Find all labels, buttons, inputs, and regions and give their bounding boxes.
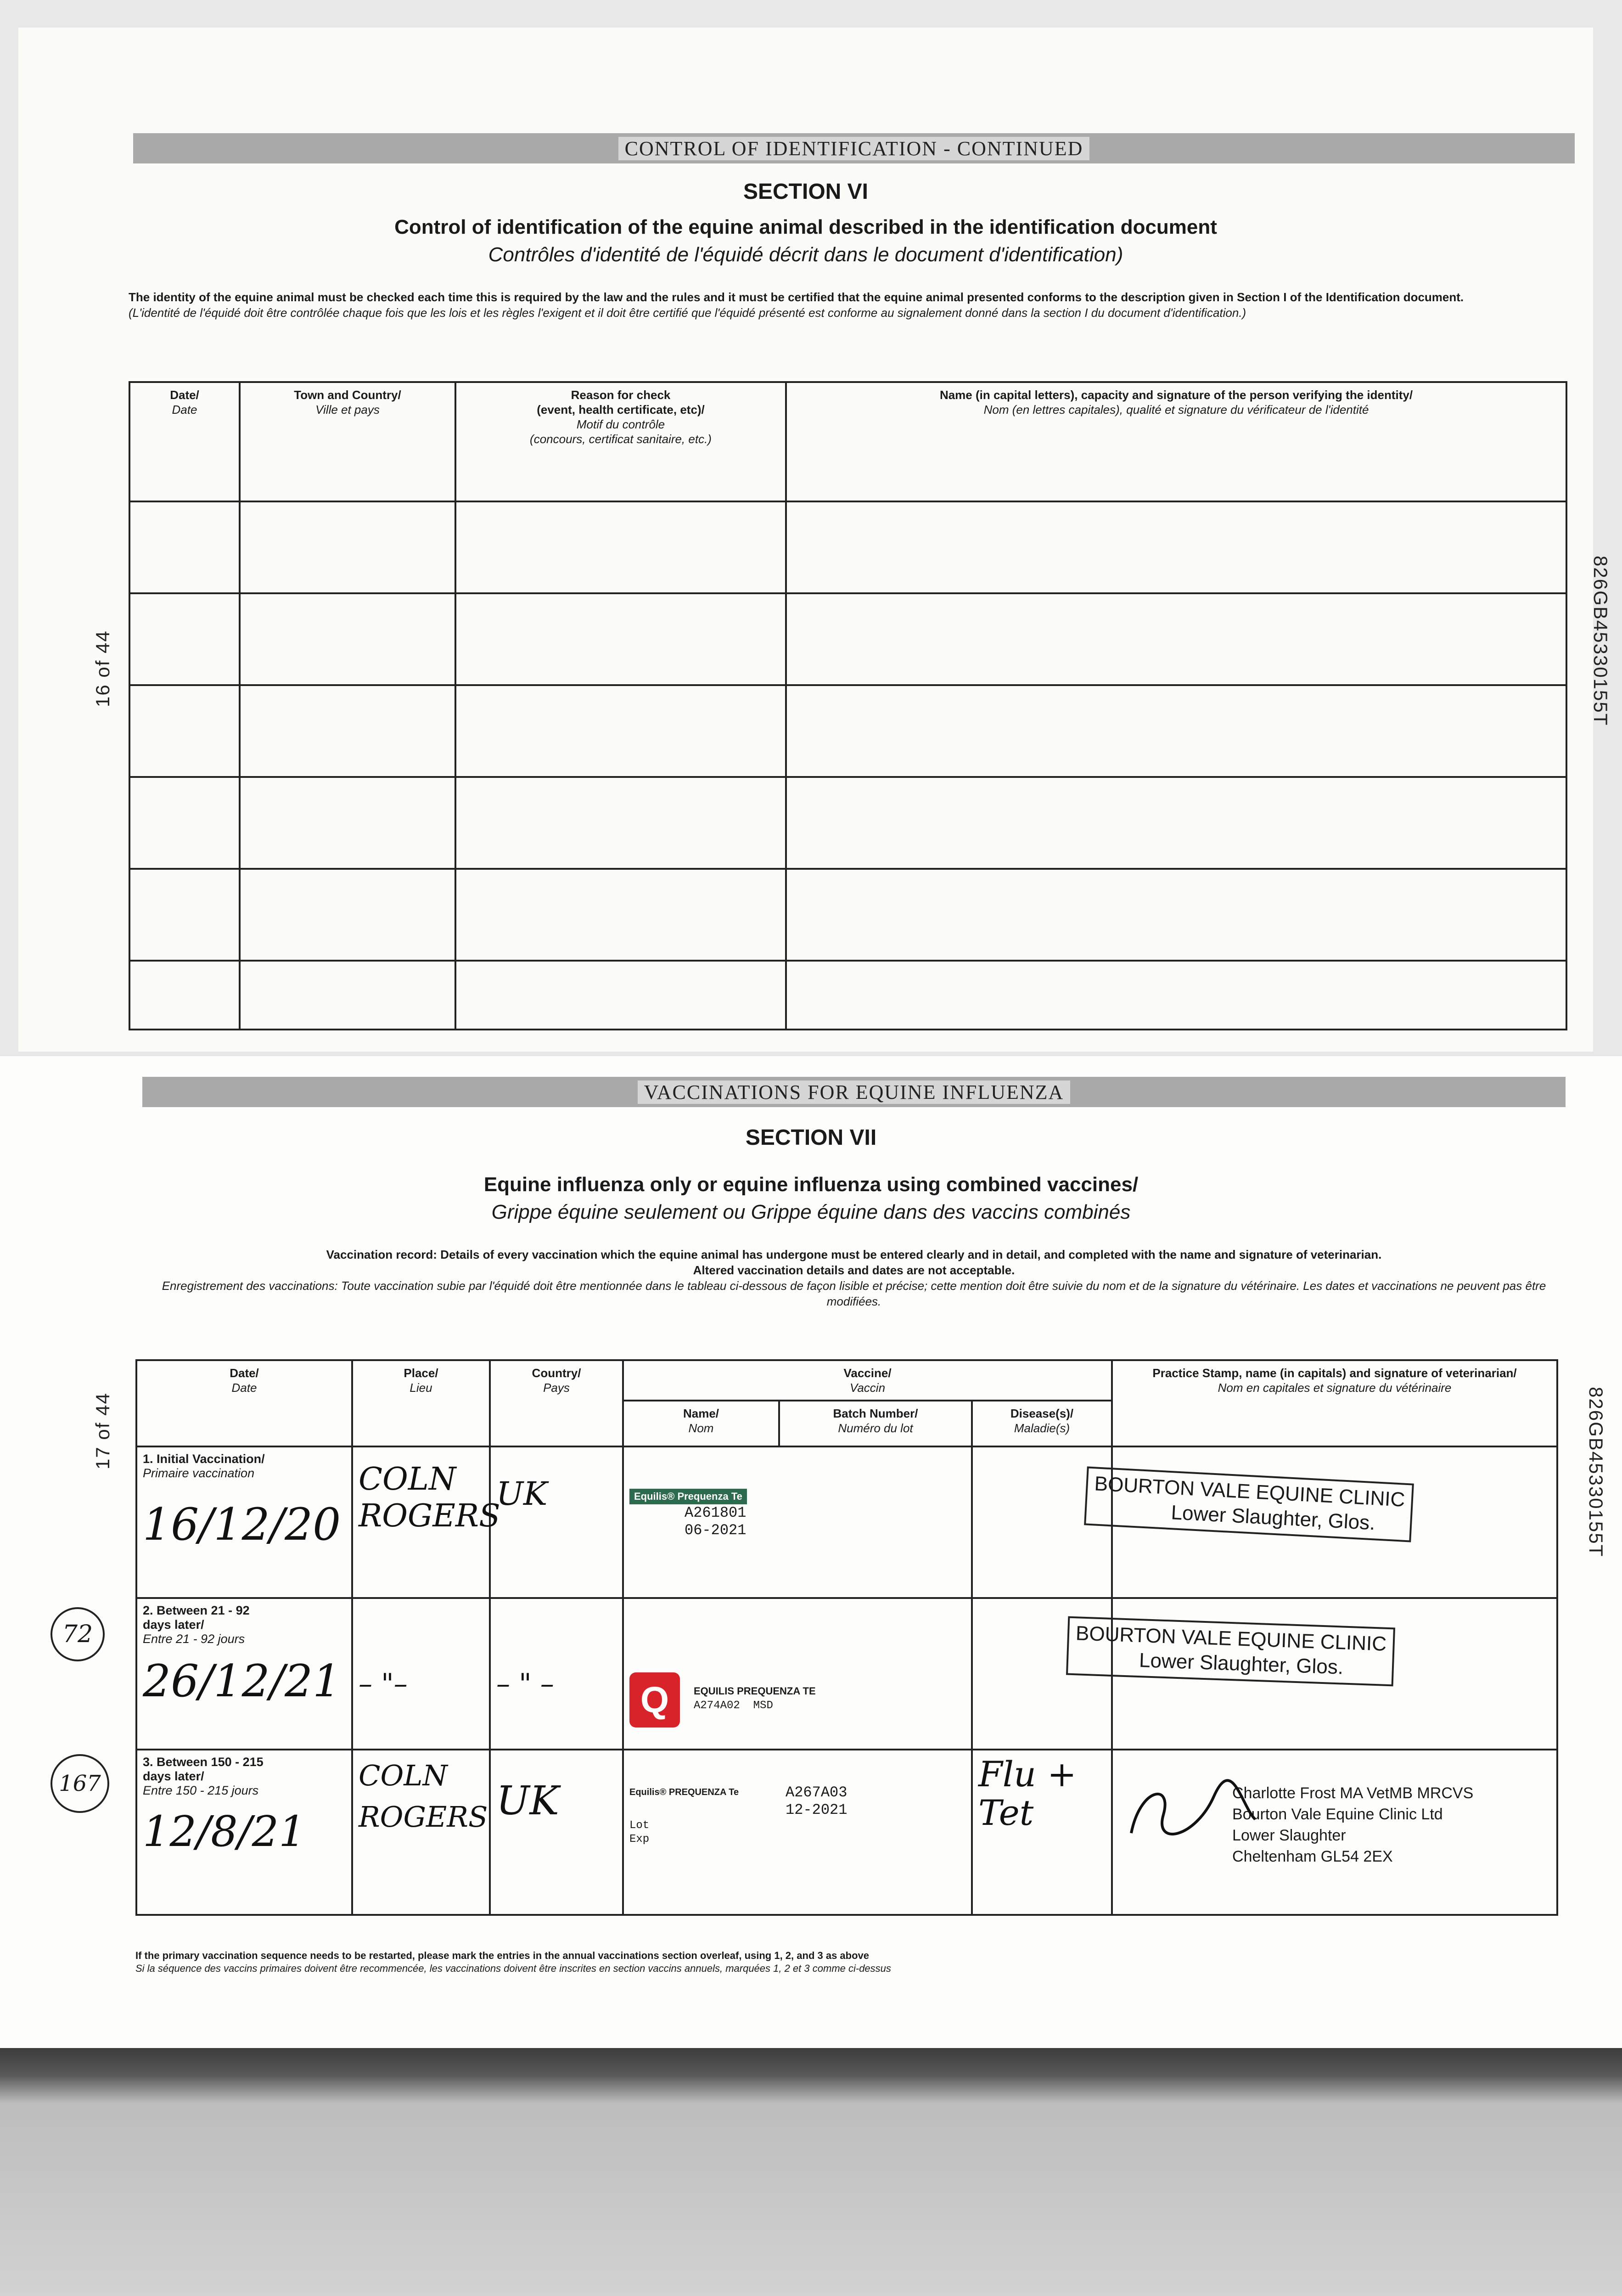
row-3-label: 3. Between 150 - 215 — [143, 1755, 264, 1769]
passport-id-bottom: 826GB45330155T — [1585, 1387, 1607, 1558]
passport-id-top: 826GB45330155T — [1590, 556, 1611, 726]
row-3-exp-label: Exp — [629, 1833, 650, 1846]
clinic-postcode: Cheltenham GL54 2EX — [1232, 1848, 1393, 1865]
instructions-fr: (L'identité de l'équidé doit être contrôlée chaque fois que les lois et les règles l'exigent et il doit être certifié que l'équidé présenté est conforme au signalement donné dans la section I du document d'identification.) — [129, 306, 1246, 320]
identity-check-table — [129, 381, 1567, 1030]
vaccination-table — [135, 1359, 1558, 1916]
circled-number-72: 72 — [51, 1607, 105, 1661]
row-2-place-1: – "– — [352, 1598, 490, 1750]
col-reason-2: (event, health certificate, etc)/ — [537, 403, 705, 416]
section-6-banner — [133, 133, 1575, 163]
col-name-fr: Nom (en lettres capitales), qualité et signature du vérificateur de l'identité — [983, 403, 1369, 416]
row-3-date: 12/8/21 — [143, 1807, 306, 1856]
row-3-batch: A267A03 — [786, 1784, 847, 1801]
col-disease-fr: Maladie(s) — [1014, 1421, 1070, 1435]
banner-text: VACCINATIONS FOR EQUINE INFLUENZA — [638, 1080, 1071, 1104]
row-2-country: – " – — [490, 1598, 623, 1750]
col-date: Date/ — [170, 388, 199, 402]
clinic-town: Lower Slaughter — [1232, 1827, 1346, 1844]
col-name: Name (in capital letters), capacity and signature of the person verifying the identity/ — [939, 388, 1413, 402]
col-country-fr: Pays — [543, 1381, 570, 1395]
col-vaccine-name: Name/ — [683, 1407, 719, 1420]
table-header-row — [129, 382, 1566, 501]
circled-number-167: 167 — [51, 1754, 109, 1813]
msd-logo-text: MSD — [753, 1699, 773, 1712]
section-7-title: Equine influenza only or equine influenza using combined vaccines/ — [483, 1173, 1139, 1196]
col-batch-fr: Numéro du lot — [838, 1421, 913, 1435]
section-6-instructions — [129, 289, 1561, 321]
row-1-expiry: 06-2021 — [685, 1522, 746, 1539]
table-row — [129, 685, 1566, 777]
stamp-line-1: BOURTON VALE EQUINE CLINIC — [1094, 1472, 1406, 1511]
row-2-practice-stamp — [1066, 1616, 1395, 1687]
col-town-fr: Ville et pays — [315, 403, 380, 416]
note-en: If the primary vaccination sequence needs to be restarted, please mark the entries in the annual vaccinations section overleaf, using 1, 2, and 3 as above — [135, 1950, 870, 1961]
row-3-disease: Flu + Tet — [972, 1750, 1112, 1915]
vet-name: Charlotte Frost MA VetMB MRCVS — [1232, 1784, 1474, 1802]
page-number-16: 16 of 44 — [92, 630, 113, 707]
col-stamp: Practice Stamp, name (in capitals) and signature of veterinarian/ — [1152, 1366, 1517, 1380]
col-vaccine-name-fr: Nom — [688, 1421, 714, 1435]
row-1-date: 16/12/20 — [143, 1499, 341, 1550]
section-6-heading: SECTION VI — [743, 180, 869, 204]
col-vaccine-fr: Vaccin — [849, 1381, 886, 1395]
col-date: Date/ — [230, 1366, 259, 1380]
row-3-vaccine-label: Equilis® PREQUENZA Te — [629, 1787, 739, 1797]
q-logo-icon: Q — [629, 1672, 680, 1728]
row-1-vaccine-label: Equilis® Prequenza Te — [629, 1489, 747, 1504]
row-2-label-fr: Entre 21 - 92 jours — [143, 1632, 245, 1646]
row-3-expiry: 12-2021 — [786, 1801, 847, 1818]
table-row — [136, 1446, 1557, 1598]
stamp-line-2: Lower Slaughter, Glos. — [1170, 1501, 1376, 1535]
vaccination-record-text — [147, 1247, 1561, 1309]
row-3-lot-label: Lot — [629, 1819, 650, 1832]
row-1-label-fr: Primaire vaccination — [143, 1466, 255, 1480]
row-2-batch: A274A02 — [694, 1699, 740, 1712]
col-reason-fr-2: (concours, certificat sanitaire, etc.) — [530, 432, 712, 446]
note-fr: Si la séquence des vaccins primaires doivent être recommencée, les vaccinations doivent être inscrites en section vaccins annuels, marquées 1, 2 et 3 comme ci-dessus — [135, 1963, 891, 1974]
col-date-fr: Date — [231, 1381, 257, 1395]
section-7-title-fr: Grippe équine seulement ou Grippe équine dans des vaccins combinés — [491, 1201, 1131, 1223]
section-7-banner — [142, 1077, 1566, 1107]
record-en: Vaccination record: Details of every vaccination which the equine animal has undergone must be entered clearly and in detail, and completed with the name and signature of veterinarian. — [326, 1248, 1382, 1261]
col-place: Place/ — [404, 1366, 438, 1380]
banner-text: CONTROL OF IDENTIFICATION - CONTINUED — [618, 137, 1090, 160]
table-row — [129, 961, 1566, 1030]
row-3-vet-stamp — [1232, 1783, 1473, 1867]
row-2-label-2: days later/ — [143, 1618, 204, 1632]
col-reason: Reason for check — [571, 388, 671, 402]
section-6-page — [18, 28, 1611, 1052]
row-2-label: 2. Between 21 - 92 — [143, 1604, 250, 1617]
record-fr: Enregistrement des vaccinations: Toute vaccination subie par l'équidé doit être mentionnée dans le tableau ci-dessous de façon lisible et précise; cette mention doit être suivie du nom et de la signature du vétérinaire. Les dates et vaccinations ne peuvent pas être modifiées. — [162, 1279, 1546, 1308]
row-3-place-1: COLN — [359, 1759, 448, 1792]
row-3-country: UK — [490, 1750, 623, 1915]
table-row — [136, 1750, 1557, 1915]
col-disease: Disease(s)/ — [1010, 1407, 1074, 1420]
instructions-en: The identity of the equine animal must be checked each time this is required by the law and the rules and it must be certified that the equine animal presented conforms to the description given in Section I of the Identification document. — [129, 290, 1464, 304]
row-3-place-2: ROGERS — [359, 1800, 488, 1834]
row-3-label-2: days later/ — [143, 1769, 204, 1783]
col-vaccine: Vaccine/ — [843, 1366, 892, 1380]
row-1-batch: A261801 — [685, 1504, 746, 1521]
col-date-fr: Date — [172, 403, 197, 416]
col-country: Country/ — [532, 1366, 581, 1380]
row-1-label: 1. Initial Vaccination/ — [143, 1452, 265, 1466]
section-6-title-fr: Contrôles d'identité de l'équidé décrit dans le document d'identification) — [488, 243, 1123, 266]
record-en-2: Altered vaccination details and dates are not acceptable. — [693, 1263, 1015, 1277]
row-1-practice-stamp — [1084, 1466, 1414, 1542]
col-batch: Batch Number/ — [833, 1407, 918, 1420]
row-2-date: 26/12/21 — [143, 1655, 341, 1707]
col-stamp-fr: Nom en capitales et signature du vétérinaire — [1218, 1381, 1452, 1395]
vet-signature-icon — [1122, 1778, 1260, 1851]
scan-bottom-edge — [0, 2048, 1622, 2296]
section-7-heading: SECTION VII — [745, 1125, 877, 1150]
table-row — [136, 1598, 1557, 1750]
row-3-label-fr: Entre 150 - 215 jours — [143, 1784, 259, 1797]
table-row — [129, 593, 1566, 685]
restart-note — [135, 1949, 1559, 1975]
col-town: Town and Country/ — [294, 388, 401, 402]
section-6-title: Control of identification of the equine animal described in the identification document — [394, 216, 1217, 238]
stamp-line-1: BOURTON VALE EQUINE CLINIC — [1075, 1622, 1387, 1655]
clinic-name: Bourton Vale Equine Clinic Ltd — [1232, 1806, 1443, 1823]
col-place-fr: Lieu — [410, 1381, 432, 1395]
stamp-line-2: Lower Slaughter, Glos. — [1139, 1649, 1344, 1679]
col-reason-fr: Motif du contrôle — [576, 417, 665, 431]
section-7-page — [0, 1056, 1622, 2048]
row-2-vaccine-label: EQUILIS PREQUENZA TE — [694, 1685, 816, 1697]
row-1-place-1: COLN — [359, 1461, 456, 1497]
table-header-row — [136, 1360, 1557, 1401]
table-row — [129, 777, 1566, 869]
table-row — [129, 869, 1566, 961]
table-row — [129, 501, 1566, 593]
row-1-country: UK — [490, 1446, 623, 1598]
row-1-place-2: ROGERS — [359, 1498, 500, 1534]
page-number-17: 17 of 44 — [92, 1392, 113, 1469]
